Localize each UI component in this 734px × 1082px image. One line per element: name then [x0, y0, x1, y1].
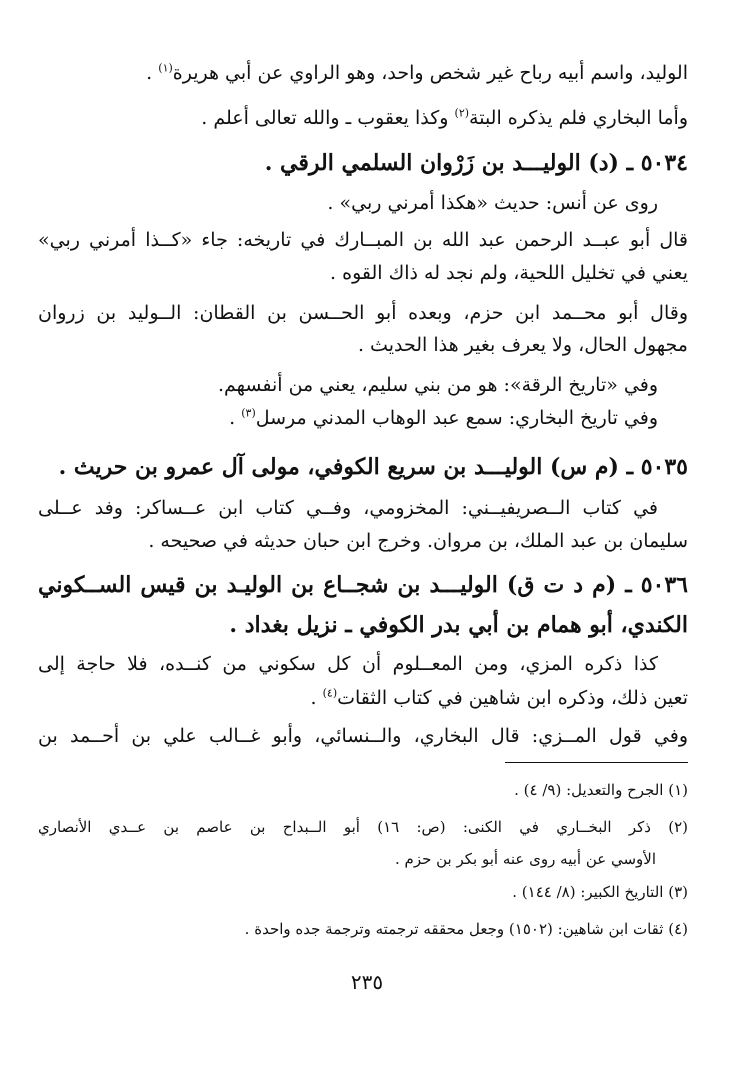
text-run: وأما البخاري فلم يذكره البتة [469, 107, 688, 129]
text-line-7: وقال أبو محــمد ابن حزم، وبعده أبو الحــسن بن القطان: الــوليد بن زروان [38, 302, 688, 324]
text-line-6: يعني في تخليل اللحية، ولم نجد له ذاك القوه . [330, 262, 688, 284]
text-run: وفي تاريخ البخاري: سمع عبد الوهاب المدني مرسل [255, 407, 658, 429]
page-number: ٢٣٥ [350, 970, 384, 994]
footnote-3: (٣) التاريخ الكبير: (٨/ ١٤٤) . [512, 883, 688, 901]
text-line-9: وفي «تاريخ الرقة»: هو من بني سليم، يعني من أنفسهم. [217, 374, 658, 396]
entry-heading-5035: ٥٠٣٥ ـ (م س) الوليـــد بن سريع الكوفي، مولى آل عمرو بن حريث . [58, 454, 688, 480]
text-line-4: روى عن أنس: حديث «هكذا أمرني ربي» . [327, 192, 658, 214]
entry-heading-5034: ٥٠٣٤ ـ (د) الوليـــد بن زَرْوان السلمي الرقي . [264, 150, 688, 176]
text-line-12: في كتاب الــصريفيــني: المخزومي، وفــي كتاب ابن عــساكر: وفد عــلى [38, 497, 658, 519]
footnote-2-cont: الأوسي عن أبيه روى عنه أبو بكر بن حزم . [395, 850, 656, 868]
text-line-8: مجهول الحال، ولا يعرف بغير هذا الحديث . [357, 334, 688, 356]
text-line-10 [38, 403, 658, 435]
text-line-1 [38, 58, 688, 90]
footnote-2: (٢) ذكر البخــاري في الكنى: (ص: ١٦) أبو الــبداح بن عاصم بن عــدي الأنصاري [38, 818, 688, 836]
text-run: تعين ذلك، وذكره ابن شاهين في كتاب الثقات [337, 687, 688, 709]
text-line-17 [38, 683, 688, 715]
text-line-18: وفي قول المــزي: قال البخاري، والــنسائي، وأبو غــالب علي بن أحــمد بن [38, 725, 688, 747]
text-line-13: سليمان بن عبد الملك، بن مروان. وخرج ابن حبان حديثه في صحيحه . [148, 530, 688, 552]
text-line-2 [38, 103, 688, 135]
footnote-ref-3: (٣) [241, 406, 256, 420]
footnote-1: (١) الجرح والتعديل: (٩/ ٤) . [514, 781, 688, 799]
text-line-5: قال أبو عبــد الرحمن عبد الله بن المبــارك في تاريخه: جاء «كــذا أمرني ربي» [38, 229, 688, 251]
entry-heading-5036-cont: الكندي، أبو همام بن أبي بدر الكوفي ـ نزيل بغداد . [229, 612, 688, 638]
footnote-ref-4: (٤) [322, 686, 338, 700]
footnote-4: (٤) ثقات ابن شاهين: (١٥٠٢) وجعل محققه ترجمته وترجمة جده واحدة . [244, 920, 688, 938]
footnote-ref-2: (٢) [454, 106, 470, 120]
footnote-separator [505, 762, 688, 763]
footnote-ref-1: (١) [158, 61, 173, 75]
text-run: . [310, 687, 323, 709]
text-run: . [229, 407, 242, 429]
text-run: الوليد، واسم أبيه رباح غير شخص واحد، وهو الراوي عن أبي هريرة [172, 62, 688, 84]
text-run: . [146, 62, 159, 84]
entry-heading-5036: ٥٠٣٦ ـ (م د ت ق) الوليـــد بن شجــاع بن الوليـد بن قيس الســكوني [38, 572, 688, 598]
text-line-16: كذا ذكره المزي، ومن المعــلوم أن كل سكوني من كنــده، فلا حاجة إلى [38, 653, 658, 675]
text-run: وكذا يعقوب ـ والله تعالى أعلم . [201, 107, 455, 129]
